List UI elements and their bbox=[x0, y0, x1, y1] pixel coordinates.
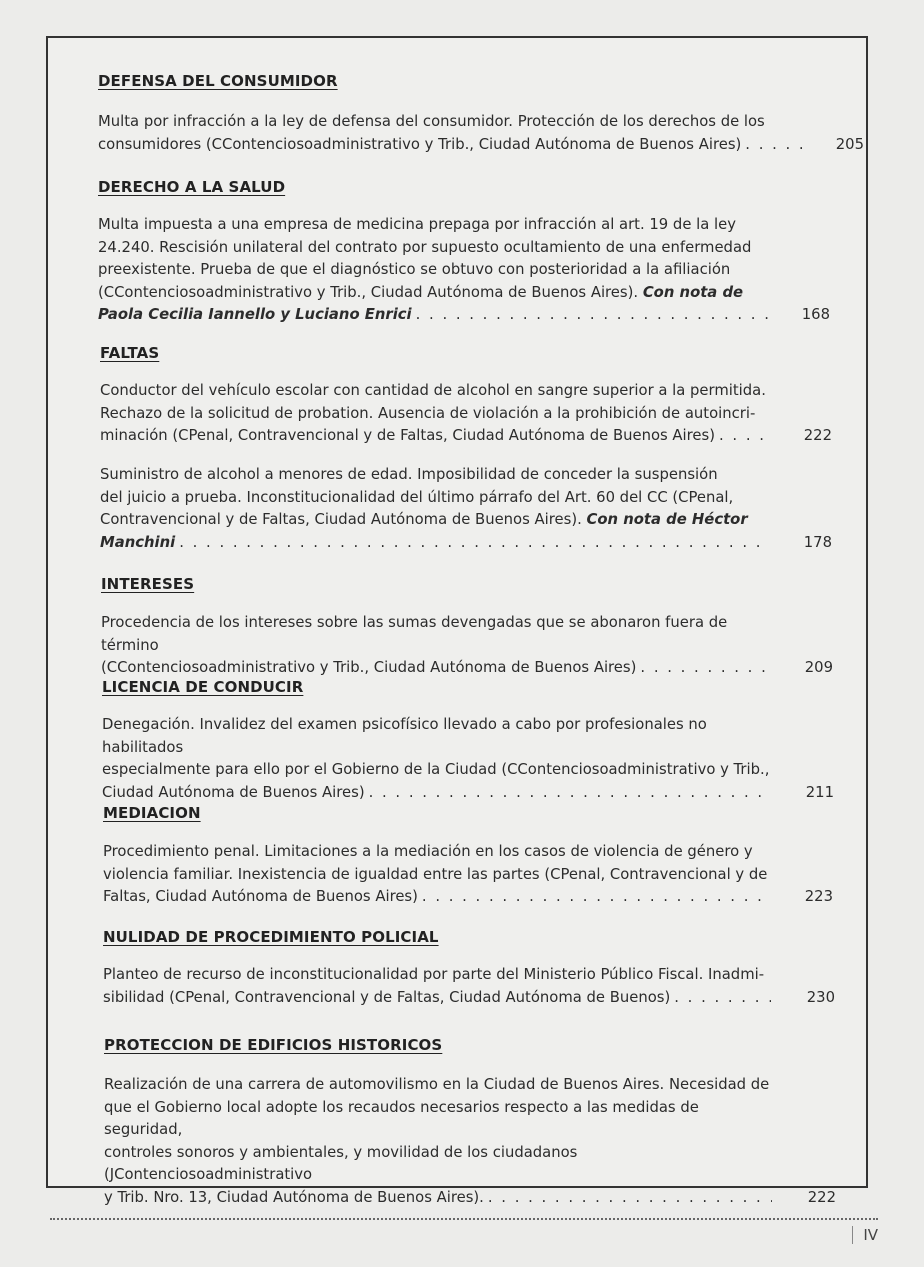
entry-last-line bbox=[104, 1187, 836, 1210]
entry-line: especialmente para ello por el Gobierno de la Ciudad (CContenciosoadministrativo y Trib., bbox=[102, 761, 770, 779]
index-entry bbox=[98, 111, 864, 156]
leader-dots bbox=[416, 304, 768, 327]
section-heading: DERECHO A LA SALUD bbox=[98, 178, 286, 196]
entry-text: (CContenciosoadministrativo y Trib., Ciudad Autónoma de Buenos Aires) bbox=[101, 659, 637, 677]
entry-line: Multa por infracción a la ley de defensa del consumidor. Protección de los derechos de los bbox=[98, 113, 765, 130]
entry-line: violencia familiar. Inexistencia de igualdad entre las partes (CPenal, Contravencional y de bbox=[103, 865, 768, 883]
leader-dots bbox=[674, 987, 771, 1010]
entry-line: Procedimiento penal. Limitaciones a la mediación en los casos de violencia de género y bbox=[103, 843, 753, 860]
entry-line: preexistente. Prueba de que el diagnóstico se obtuvo con posterioridad a la afiliación bbox=[98, 261, 731, 279]
entry-line: Denegación. Invalidez del examen psicofísico llevado a cabo por profesionales no habilitados bbox=[102, 716, 707, 756]
entry-text: y Trib. Nro. 13, Ciudad Autónoma de Buenos Aires). bbox=[104, 1188, 484, 1206]
entry-line: que el Gobierno local adopte los recaudos necesarios respecto a las medidas de seguridad, bbox=[104, 1098, 699, 1139]
entry-note: Manchini bbox=[100, 533, 176, 551]
page-folio: IV bbox=[852, 1226, 878, 1244]
leader-dots bbox=[745, 134, 804, 157]
entry-line: Suministro de alcohol a menores de edad. Imposibilidad de conceder la suspensión bbox=[100, 466, 718, 483]
entry-last-line bbox=[103, 987, 835, 1010]
entry-text: Ciudad Autónoma de Buenos Aires) bbox=[102, 783, 365, 801]
entry-line: Rechazo de la solicitud de probation. Ausencia de violación a la prohibición de autoincri- bbox=[100, 404, 756, 422]
index-entry bbox=[103, 841, 833, 909]
page-number: 178 bbox=[803, 533, 832, 551]
leader-dots bbox=[369, 782, 770, 805]
entry-text: Contravencional y de Faltas, Ciudad Autónoma de Buenos Aires). bbox=[100, 511, 582, 529]
leader-dots bbox=[719, 425, 770, 448]
index-entry bbox=[100, 464, 832, 554]
page-number: 205 bbox=[835, 135, 864, 153]
entry-line: del juicio a prueba. Inconstitucionalidad del último párrafo del Art. 60 del CC (CPenal, bbox=[100, 488, 734, 506]
entry-text: sibilidad (CPenal, Contravencional y de Faltas, Ciudad Autónoma de Buenos) bbox=[103, 988, 671, 1006]
entry-line: Conductor del vehículo escolar con cantidad de alcohol en sangre superior a la permitida. bbox=[100, 382, 766, 399]
entry-note: Con nota de Héctor bbox=[586, 511, 748, 529]
section-heading: PROTECCION DE EDIFICIOS HISTORICOS bbox=[104, 1036, 443, 1054]
entry-text: minación (CPenal, Contravencional y de Faltas, Ciudad Autónoma de Buenos Aires) bbox=[100, 427, 716, 445]
page-number: 211 bbox=[805, 783, 834, 801]
entry-note: Con nota de bbox=[642, 283, 744, 301]
entry-line: Multa impuesta a una empresa de medicina prepaga por infracción al art. 19 de la ley bbox=[98, 216, 736, 233]
section-heading: FALTAS bbox=[100, 344, 160, 362]
entry-text: (CContenciosoadministrativo y Trib., Ciudad Autónoma de Buenos Aires). bbox=[98, 283, 639, 301]
section-heading: LICENCIA DE CONDUCIR bbox=[102, 678, 304, 696]
page-number: 209 bbox=[804, 659, 833, 677]
leader-dots bbox=[422, 886, 771, 909]
entry-line: controles sonoros y ambientales, y movilidad de los ciudadanos (JContenciosoadministrativo bbox=[104, 1143, 578, 1184]
page-number: 168 bbox=[801, 306, 830, 324]
section-heading: DEFENSA DEL CONSUMIDOR bbox=[98, 72, 338, 90]
index-entry bbox=[101, 612, 833, 680]
section-heading: NULIDAD DE PROCEDIMIENTO POLICIAL bbox=[103, 928, 439, 946]
entry-line: Realización de una carrera de automovilismo en la Ciudad de Buenos Aires. Necesidad de bbox=[104, 1076, 770, 1093]
footer-dotted-rule bbox=[50, 1218, 878, 1220]
page-number: 222 bbox=[803, 427, 832, 445]
index-entry bbox=[98, 214, 830, 327]
entry-line bbox=[100, 509, 778, 532]
section-heading: INTERESES bbox=[101, 575, 195, 593]
page-number: 222 bbox=[807, 1188, 836, 1206]
entry-last-line bbox=[100, 532, 832, 555]
entry-line: 24.240. Rescisión unilateral del contrato por supuesto ocultamiento de una enfermedad bbox=[98, 238, 752, 256]
index-entry bbox=[102, 714, 834, 804]
entry-last-line bbox=[100, 425, 832, 448]
entry-line: Procedencia de los intereses sobre las sumas devengadas que se abonaron fuera de término bbox=[101, 614, 728, 654]
page-number: 230 bbox=[806, 988, 835, 1006]
page-number: 223 bbox=[804, 888, 833, 906]
entry-text: consumidores (CContenciosoadministrativo y Trib., Ciudad Autónoma de Buenos Aires) bbox=[98, 135, 742, 153]
leader-dots bbox=[488, 1187, 772, 1210]
index-entry bbox=[103, 964, 835, 1009]
entry-line: Planteo de recurso de inconstitucionalidad por parte del Ministerio Público Fiscal. Inadmi- bbox=[103, 966, 765, 983]
entry-last-line bbox=[98, 304, 830, 327]
entry-last-line bbox=[98, 134, 864, 157]
entry-last-line bbox=[101, 657, 833, 680]
index-entry bbox=[100, 380, 832, 448]
entry-last-line bbox=[103, 886, 833, 909]
leader-dots bbox=[179, 532, 770, 555]
entry-text: Faltas, Ciudad Autónoma de Buenos Aires) bbox=[103, 888, 418, 906]
leader-dots bbox=[640, 657, 771, 680]
entry-line bbox=[98, 282, 776, 305]
entry-note: Paola Cecilia Iannello y Luciano Enrici bbox=[98, 306, 412, 324]
index-entry bbox=[104, 1074, 836, 1210]
section-heading: MEDIACION bbox=[103, 804, 201, 822]
entry-last-line bbox=[102, 782, 834, 805]
